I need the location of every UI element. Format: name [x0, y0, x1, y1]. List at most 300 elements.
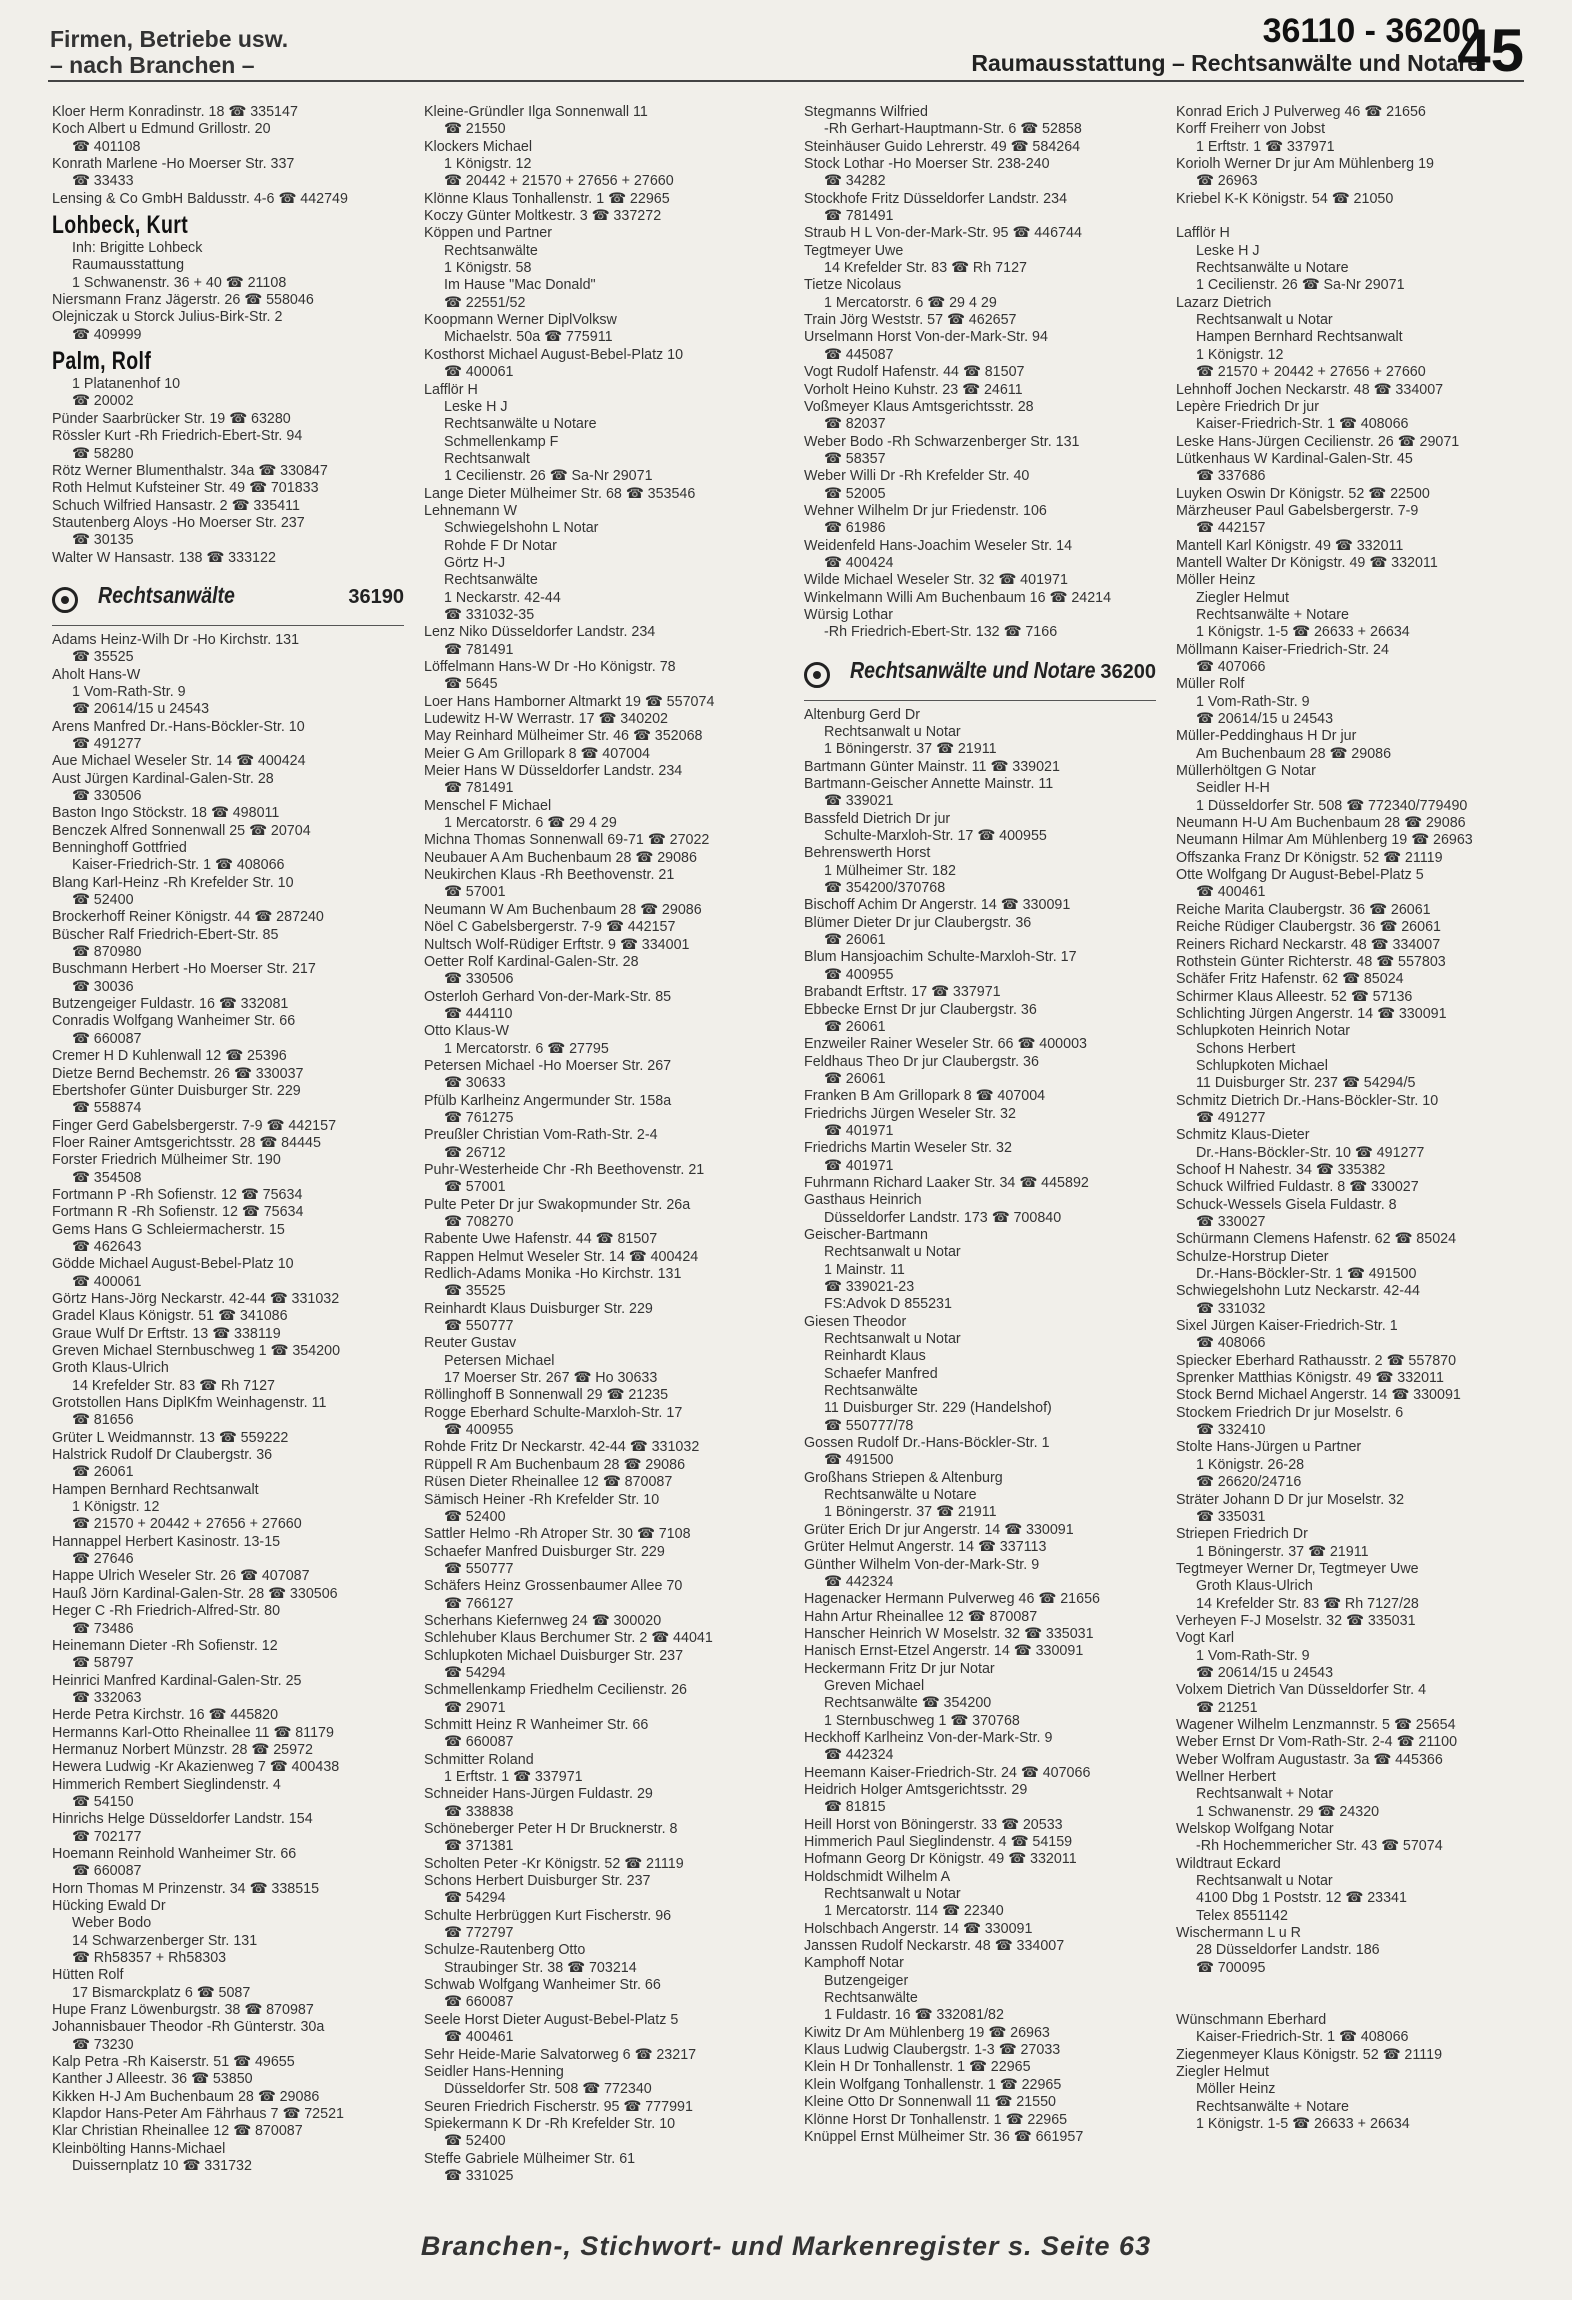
- listing-line: Weber Wolfram Augustastr. 3a ☎ 445366: [1176, 1751, 1443, 1768]
- listing-line: 1 Fuldastr. 16 ☎ 332081/82: [824, 2007, 1004, 2024]
- listing-line: ☎ 442157: [1196, 520, 1266, 537]
- listing-line: 1 Cecilienstr. 26 ☎ Sa-Nr 29071: [1196, 277, 1405, 294]
- listing-line: ☎ 409999: [72, 326, 142, 343]
- listing-line: Butzengeiger Fuldastr. 16 ☎ 332081: [52, 996, 289, 1013]
- listing-line: Lafflör H: [1176, 225, 1230, 242]
- listing-line: Ebertshofer Günter Duisburger Str. 229: [52, 1082, 301, 1099]
- listing-line: Neumann Hilmar Am Mühlenberg 19 ☎ 26963: [1176, 832, 1473, 849]
- listing-line: Brabandt Erftstr. 17 ☎ 337971: [804, 984, 1001, 1001]
- listing-line: Redlich-Adams Monika -Ho Kirchstr. 131: [424, 1266, 682, 1283]
- listing-line: ☎ 52400: [444, 2133, 506, 2150]
- listing-line: Leske H J: [444, 398, 508, 415]
- listing-line: ☎ 442324: [824, 1747, 894, 1764]
- listing-line: ☎ 58797: [72, 1655, 134, 1672]
- listing-line: Märzheuser Paul Gabelsbergerstr. 7-9: [1176, 502, 1419, 519]
- listing-line: ☎ 491500: [824, 1452, 894, 1469]
- footer-register-note: Branchen-, Stichwort- und Markenregister s. Seite 63: [420, 2231, 1152, 2261]
- listing-line: Rechtsanwälte u Notare: [444, 416, 597, 433]
- listing-line: 1 Sternbuschweg 1 ☎ 370768: [824, 1712, 1020, 1729]
- listing-line: Raumausstattung: [72, 257, 185, 274]
- listing-line: Petersen Michael: [444, 1352, 555, 1369]
- listing-line: May Reinhard Mülheimer Str. 46 ☎ 352068: [424, 728, 703, 745]
- listing-line: 1 Mainstr. 11: [824, 1261, 905, 1278]
- featured-listing-name: Palm, Rolf: [52, 347, 152, 376]
- listing-line: Schmellenkamp Friedhelm Cecilienstr. 26: [424, 1682, 688, 1699]
- listing-line: ☎ 407066: [1196, 659, 1266, 675]
- listing-line: Rechtsanwälte: [444, 242, 538, 259]
- listing-line: Friedrichs Jürgen Weseler Str. 32: [804, 1105, 1016, 1122]
- listing-line: 1 Schwanenstr. 29 ☎ 24320: [1196, 1803, 1380, 1820]
- listing-line: Seidler Hans-Henning: [424, 2063, 564, 2080]
- listing-line: Grüter Helmut Angerstr. 14 ☎ 337113: [804, 1539, 1047, 1556]
- header-section-info: [971, 12, 1480, 77]
- listing-line: Blümer Dieter Dr jur Claubergstr. 36: [804, 914, 1032, 931]
- section-title: Rechtsanwälte: [98, 581, 235, 608]
- listing-line: Korff Freiherr von Jobst: [1176, 121, 1326, 138]
- listing-line: ☎ 558874: [72, 1100, 142, 1117]
- listing-line: ☎ 766127: [444, 1595, 514, 1612]
- listing-line: Gasthaus Heinrich: [804, 1192, 922, 1209]
- listing-line: Feldhaus Theo Dr jur Claubergstr. 36: [804, 1053, 1039, 1070]
- listing-line: ☎ 354508: [72, 1169, 142, 1186]
- listing-line: ☎ 408066: [1196, 1335, 1266, 1352]
- listing-line: Reiche Marita Claubergstr. 36 ☎ 26061: [1176, 901, 1431, 918]
- listing-line: ☎ 20002: [72, 393, 134, 410]
- listing-line: 1 Königstr. 26-28: [1196, 1456, 1305, 1473]
- listing-line: Scholten Peter -Kr Königstr. 52 ☎ 21119: [424, 1855, 684, 1872]
- listing-line: ☎ 20442 + 21570 + 27656 + 27660: [444, 173, 674, 190]
- listing-line: Stegmanns Wilfried: [804, 104, 928, 120]
- listing-line: Hanisch Ernst-Etzel Angerstr. 14 ☎ 330091: [804, 1643, 1084, 1660]
- listing-line: Knüppel Ernst Mülheimer Str. 36 ☎ 661957: [804, 2128, 1084, 2145]
- listing-line: ☎ 550777: [444, 1318, 514, 1335]
- listing-line: 1 Erftstr. 1 ☎ 337971: [1196, 138, 1335, 155]
- listing-line: Neubauer A Am Buchenbaum 28 ☎ 29086: [424, 849, 697, 866]
- listing-line: Kriebel K-K Königstr. 54 ☎ 21050: [1176, 190, 1394, 207]
- listing-line: Hermanuz Norbert Münzstr. 28 ☎ 25972: [52, 1741, 313, 1758]
- listing-line: ☎ 81815: [824, 1799, 886, 1816]
- listing-line: Heill Horst von Böningerstr. 33 ☎ 20533: [804, 1816, 1063, 1833]
- listing-line: Otte Wolfgang Dr August-Bebel-Platz 5: [1176, 867, 1424, 884]
- listing-line: Ebbecke Ernst Dr jur Claubergstr. 36: [804, 1001, 1037, 1018]
- listing-line: Möller Heinz: [1196, 2081, 1276, 2098]
- listing-line: Tegtmeyer Werner Dr, Tegtmeyer Uwe: [1176, 1560, 1419, 1577]
- listing-line: Niersmann Franz Jägerstr. 26 ☎ 558046: [52, 292, 314, 309]
- listing-line: Mantell Walter Dr Königstr. 49 ☎ 332011: [1176, 554, 1438, 571]
- listing-line: Adams Heinz-Wilh Dr -Ho Kirchstr. 131: [52, 631, 300, 648]
- listing-line: Sehr Heide-Marie Salvatorweg 6 ☎ 23217: [424, 2046, 697, 2063]
- listing-line: Schlupkoten Michael Duisburger Str. 237: [424, 1647, 684, 1664]
- listing-line: Grüter Erich Dr jur Angerstr. 14 ☎ 330091: [804, 1521, 1074, 1538]
- listing-line: Steinhäuser Guido Lehrerstr. 49 ☎ 584264: [804, 138, 1081, 155]
- listing-line: ☎ 331032: [1196, 1300, 1266, 1317]
- listing-line: Sattler Helmo -Rh Atroper Str. 30 ☎ 7108: [424, 1526, 691, 1543]
- listing-line: ☎ 660087: [72, 1863, 142, 1880]
- listing-line: Heger C -Rh Friedrich-Alfred-Str. 80: [52, 1603, 281, 1620]
- listing-line: Müllerhöltgen G Notar: [1176, 763, 1316, 780]
- listing-line: Seidler H-H: [1196, 780, 1270, 797]
- listing-line: ☎ 339021: [824, 793, 894, 810]
- listing-line: Mantell Karl Königstr. 49 ☎ 332011: [1176, 537, 1404, 554]
- listing-line: 1 Mercatorstr. 6 ☎ 29 4 29: [444, 815, 617, 832]
- listing-line: Koczy Günter Moltkestr. 3 ☎ 337272: [424, 208, 662, 225]
- listing-line: Klaus Ludwig Claubergstr. 1-3 ☎ 27033: [804, 2042, 1061, 2059]
- listing-line: Happe Ulrich Weseler Str. 26 ☎ 407087: [52, 1568, 310, 1585]
- listing-line: [1176, 1994, 1528, 2011]
- listing-line: 1 Königstr. 12: [72, 1499, 160, 1516]
- listing-line: Düsseldorfer Str. 508 ☎ 772340: [444, 2081, 652, 2098]
- listing-line: Reiners Richard Neckarstr. 48 ☎ 334007: [1176, 936, 1441, 953]
- listing-line: Vorholt Heino Kuhstr. 23 ☎ 24611: [804, 381, 1023, 398]
- listing-line: Großhans Striepen & Altenburg: [804, 1469, 1003, 1486]
- listing-line: Düsseldorfer Landstr. 173 ☎ 700840: [824, 1209, 1062, 1226]
- listing-line: Brockerhoff Reiner Königstr. 44 ☎ 287240: [52, 909, 324, 926]
- listing-line: Gossen Rudolf Dr.-Hans-Böckler-Str. 1: [804, 1435, 1050, 1452]
- listing-line: Klein Wolfgang Tonhallenstr. 1 ☎ 22965: [804, 2076, 1062, 2093]
- listing-line: ☎ 400461: [1196, 884, 1266, 901]
- header-number-range: 36110 - 36200: [1262, 12, 1480, 50]
- listing-line: Wünschmann Eberhard: [1176, 2011, 1327, 2028]
- listing-line: Wildtraut Eckard: [1176, 1855, 1281, 1872]
- listing-line: Weidenfeld Hans-Joachim Weseler Str. 14: [804, 537, 1073, 554]
- listing-line: ☎ 335031: [1196, 1508, 1266, 1525]
- listing-line: Weber Bodo: [72, 1915, 152, 1932]
- listing-line: Olejniczak u Storck Julius-Birk-Str. 2: [52, 309, 283, 326]
- listing-line: 1 Vom-Rath-Str. 9: [72, 683, 186, 700]
- listing-line: Meier Hans W Düsseldorfer Landstr. 234: [424, 763, 683, 780]
- header-category: [50, 26, 288, 78]
- listing-line: ☎ Rh58357 + Rh58303: [72, 1950, 227, 1967]
- listing-line: Gödde Michael August-Bebel-Platz 10: [52, 1256, 294, 1273]
- listing-line: Schuck Wilfried Fuldastr. 8 ☎ 330027: [1176, 1179, 1419, 1196]
- listing-line: Meier G Am Grillopark 8 ☎ 407004: [424, 745, 650, 762]
- listing-line: -Rh Hochemmericher Str. 43 ☎ 57074: [1196, 1838, 1443, 1855]
- listing-line: ☎ 30036: [72, 978, 134, 995]
- listing-line: Johannisbauer Theodor -Rh Günterstr. 30a: [52, 2019, 325, 2036]
- listing-line: ☎ 81656: [72, 1412, 134, 1429]
- listing-line: 14 Krefelder Str. 83 ☎ Rh 7127/28: [1196, 1595, 1419, 1612]
- listing-line: 1 Königstr. 12: [1196, 346, 1284, 363]
- listing-line: Floer Rainer Amtsgerichtsstr. 28 ☎ 84445: [52, 1134, 321, 1151]
- listing-line: Rüppell R Am Buchenbaum 28 ☎ 29086: [424, 1456, 686, 1473]
- listing-line: Kleinbölting Hanns-Michael: [52, 2140, 226, 2157]
- listing-line: Görtz Hans-Jörg Neckarstr. 42-44 ☎ 331032: [52, 1290, 340, 1307]
- listing-line: ☎ 21251: [1196, 1699, 1258, 1716]
- listing-line: 4100 Dbg 1 Poststr. 12 ☎ 23341: [1196, 1890, 1407, 1907]
- listing-line: Rechtsanwalt u Notar: [1196, 312, 1333, 329]
- listing-line: Bartmann Günter Mainstr. 11 ☎ 339021: [804, 758, 1060, 775]
- listing-line: Rechtsanwälte: [444, 572, 538, 589]
- listing-line: 1 Erftstr. 1 ☎ 337971: [444, 1769, 583, 1785]
- listing-line: Welskop Wolfgang Notar: [1176, 1821, 1334, 1838]
- listing-line: Schuch Wilfried Hansastr. 2 ☎ 335411: [52, 497, 301, 514]
- listing-line: ☎ 58357: [824, 450, 886, 467]
- listing-line: Petersen Michael -Ho Moerser Str. 267: [424, 1057, 672, 1074]
- listing-line: Rechtsanwälte u Notare: [1196, 260, 1349, 277]
- directory-column-2: [424, 104, 776, 2185]
- listing-line: Wagener Wilhelm Lenzmannstr. 5 ☎ 25654: [1176, 1716, 1456, 1733]
- listing-line: 28 Düsseldorfer Landstr. 186: [1196, 1942, 1380, 1959]
- listing-line: ☎ 332410: [1196, 1422, 1266, 1439]
- listing-line: ☎ 870980: [72, 944, 142, 961]
- listing-line: Stockem Friedrich Dr jur Moselstr. 6: [1176, 1404, 1404, 1421]
- listing-line: ☎ 30633: [444, 1075, 506, 1092]
- listing-line: Spiecker Eberhard Rathausstr. 2 ☎ 557870: [1176, 1352, 1457, 1369]
- listing-line: ☎ 33433: [72, 173, 134, 190]
- listing-line: Schuck-Wessels Gisela Fuldastr. 8: [1176, 1196, 1397, 1213]
- listing-line: Schaefer Manfred: [824, 1365, 938, 1382]
- listing-line: Klockers Michael: [424, 138, 533, 155]
- listing-line: Hupe Franz Löwenburgstr. 38 ☎ 870987: [52, 2002, 314, 2019]
- listing-line: Hahn Artur Rheinallee 12 ☎ 870087: [804, 1608, 1038, 1625]
- listing-line: Hauß Jörn Kardinal-Galen-Str. 28 ☎ 330506: [52, 1585, 338, 1602]
- listing-line: Roth Helmut Kufsteiner Str. 49 ☎ 701833: [52, 480, 319, 497]
- listing-line: ☎ 401971: [824, 1157, 894, 1174]
- listing-line: Lensing & Co GmbH Baldusstr. 4-6 ☎ 442749: [52, 190, 348, 207]
- listing-line: Train Jörg Weststr. 57 ☎ 462657: [804, 312, 1017, 329]
- header-divider: [48, 80, 1524, 82]
- listing-line: Hoemann Reinhold Wanheimer Str. 66: [52, 1845, 297, 1862]
- listing-line: Hannappel Herbert Kasinostr. 13-15: [52, 1533, 281, 1550]
- listing-line: Schlehuber Klaus Berchumer Str. 2 ☎ 44041: [424, 1630, 713, 1647]
- listing-line: ☎ 330027: [1196, 1214, 1266, 1230]
- listing-line: Rechtsanwalt: [444, 450, 530, 467]
- listing-line: 17 Moerser Str. 267 ☎ Ho 30633: [444, 1370, 658, 1387]
- listing-line: Bartmann-Geischer Annette Mainstr. 11: [804, 776, 1054, 793]
- listing-line: Koopmann Werner DiplVolksw: [424, 312, 617, 329]
- listing-line: Schwiegelshohn Lutz Neckarstr. 42-44: [1176, 1283, 1420, 1300]
- listing-line: [1176, 208, 1528, 225]
- listing-line: Stock Lothar -Ho Moerser Str. 238-240: [804, 156, 1050, 173]
- listing-line: Heemann Kaiser-Friedrich-Str. 24 ☎ 407066: [804, 1764, 1091, 1781]
- listing-line: Konrath Marlene -Ho Moerser Str. 337: [52, 156, 295, 173]
- listing-line: Holschbach Angerstr. 14 ☎ 330091: [804, 1920, 1033, 1937]
- listing-line: 1 Böningerstr. 37 ☎ 21911: [824, 741, 997, 758]
- listing-line: 1 Königstr. 1-5 ☎ 26633 + 26634: [1196, 2115, 1410, 2132]
- listing-line: Rechtsanwalt u Notar: [1196, 1873, 1333, 1890]
- listing-line: Vogt Karl: [1176, 1630, 1235, 1647]
- listing-line: Lehnemann W: [424, 502, 517, 519]
- listing-line: Schürmann Clemens Hafenstr. 62 ☎ 85024: [1176, 1231, 1457, 1248]
- listing-line: ☎ 781491: [444, 780, 514, 797]
- listing-line: Fortmann P -Rh Sofienstr. 12 ☎ 75634: [52, 1186, 303, 1203]
- listing-line: 1 Vom-Rath-Str. 9: [1196, 693, 1310, 710]
- listing-line: Dr.-Hans-Böckler-Str. 10 ☎ 491277: [1196, 1144, 1425, 1161]
- listing-line: 14 Schwarzenberger Str. 131: [72, 1932, 258, 1949]
- listing-line: Rappen Helmut Weseler Str. 14 ☎ 400424: [424, 1248, 699, 1265]
- listing-line: Rechtsanwälte: [824, 1990, 918, 2007]
- listing-line: Inh: Brigitte Lohbeck: [72, 240, 203, 257]
- listing-line: Wellner Herbert: [1176, 1769, 1276, 1785]
- listing-line: Weber Bodo -Rh Schwarzenberger Str. 131: [804, 433, 1080, 450]
- listing-line: Klapdor Hans-Peter Am Fährhaus 7 ☎ 72521: [52, 2106, 344, 2123]
- listing-line: Schwab Wolfgang Wanheimer Str. 66: [424, 1977, 661, 1994]
- listing-line: Offszanka Franz Dr Königstr. 52 ☎ 21119: [1176, 849, 1443, 866]
- listing-line: Horn Thomas M Prinzenstr. 34 ☎ 338515: [52, 1880, 320, 1897]
- listing-line: ☎ 400061: [72, 1273, 142, 1290]
- listing-line: Klar Christian Rheinallee 12 ☎ 870087: [52, 2123, 303, 2140]
- listing-line: Wischermann L u R: [1176, 1925, 1302, 1942]
- listing-line: Halstrick Rudolf Dr Claubergstr. 36: [52, 1447, 273, 1464]
- listing-line: Spiekermann K Dr -Rh Krefelder Str. 10: [424, 2115, 676, 2132]
- section-marker-icon: [52, 587, 78, 613]
- listing-line: Neumann W Am Buchenbaum 28 ☎ 29086: [424, 901, 702, 918]
- listing-line: ☎ 442324: [824, 1573, 894, 1590]
- listing-line: Lenz Niko Düsseldorfer Landstr. 234: [424, 624, 656, 641]
- listing-line: Rechtsanwälte + Notare: [1196, 2098, 1349, 2115]
- listing-line: 1 Böningerstr. 37 ☎ 21911: [824, 1504, 997, 1521]
- listing-line: Kamphoff Notar: [804, 1955, 904, 1972]
- listing-line: Luyken Oswin Dr Königstr. 52 ☎ 22500: [1176, 485, 1430, 502]
- listing-line: Janssen Rudolf Neckarstr. 48 ☎ 334007: [804, 1938, 1065, 1955]
- listing-line: Schmitter Roland: [424, 1751, 534, 1768]
- listing-line: Sprenker Matthias Königstr. 49 ☎ 332011: [1176, 1370, 1444, 1387]
- listing-line: Klein H Dr Tonhallenstr. 1 ☎ 22965: [804, 2059, 1031, 2076]
- listing-line: ☎ 371381: [444, 1838, 514, 1855]
- listing-line: ☎ 52400: [72, 892, 134, 909]
- listing-line: Lafflör H: [424, 381, 478, 398]
- listing-line: Sämisch Heiner -Rh Krefelder Str. 10: [424, 1491, 660, 1508]
- listing-line: ☎ 26061: [824, 932, 886, 949]
- listing-line: Schäfer Fritz Hafenstr. 62 ☎ 85024: [1176, 971, 1404, 988]
- listing-line: ☎ 400955: [444, 1422, 514, 1439]
- listing-line: ☎ 21570 + 20442 + 27656 + 27660: [1196, 364, 1426, 381]
- listing-line: Verheyen F-J Moselstr. 32 ☎ 335031: [1176, 1612, 1416, 1629]
- listing-line: Baston Ingo Stöckstr. 18 ☎ 498011: [52, 805, 280, 822]
- listing-line: Schulze-Rautenberg Otto: [424, 1942, 586, 1959]
- listing-line: Rogge Eberhard Schulte-Marxloh-Str. 17: [424, 1404, 683, 1421]
- listing-line: Striepen Friedrich Dr: [1176, 1526, 1308, 1543]
- listing-line: Reuter Gustav: [424, 1335, 517, 1352]
- listing-line: Dr.-Hans-Böckler-Str. 1 ☎ 491500: [1196, 1266, 1417, 1283]
- listing-line: 1 Mülheimer Str. 182: [824, 862, 956, 879]
- listing-line: ☎ 26712: [444, 1144, 506, 1161]
- listing-line: Wehner Wilhelm Dr jur Friedenstr. 106: [804, 502, 1047, 519]
- listing-line: ☎ 781491: [824, 208, 894, 225]
- listing-line: Pfülb Karlheinz Angermunder Str. 158a: [424, 1092, 672, 1109]
- section-header: [804, 656, 1156, 701]
- listing-line: Reinhardt Klaus: [824, 1348, 926, 1365]
- listing-line: Lazarz Dietrich: [1176, 294, 1272, 311]
- listing-line: 1 Mercatorstr. 6 ☎ 29 4 29: [824, 294, 997, 311]
- listing-line: ☎ 35525: [72, 649, 134, 666]
- listing-line: ☎ 550777: [444, 1560, 514, 1577]
- listing-line: -Rh Friedrich-Ebert-Str. 132 ☎ 7166: [824, 624, 1058, 641]
- listing-line: ☎ 21570 + 20442 + 27656 + 27660: [72, 1516, 302, 1533]
- listing-line: ☎ 20614/15 u 24543: [1196, 711, 1334, 728]
- listing-line: Schlupkoten Heinrich Notar: [1176, 1023, 1351, 1040]
- listing-line: Nöel C Gabelsbergerstr. 7-9 ☎ 442157: [424, 919, 676, 936]
- listing-line: Neumann H-U Am Buchenbaum 28 ☎ 29086: [1176, 815, 1466, 832]
- listing-line: Volxem Dietrich Van Düsseldorfer Str. 4: [1176, 1682, 1427, 1699]
- listing-line: ☎ 550777/78: [824, 1417, 914, 1434]
- listing-line: Telex 8551142: [1196, 1907, 1288, 1924]
- listing-line: Rabente Uwe Hafenstr. 44 ☎ 81507: [424, 1231, 658, 1248]
- listing-line: Am Buchenbaum 28 ☎ 29086: [1196, 745, 1392, 762]
- listing-line: Rohde F Dr Notar: [444, 537, 557, 554]
- listing-line: Kleine Otto Dr Sonnenwall 11 ☎ 21550: [804, 2094, 1057, 2111]
- listing-line: 1 Mercatorstr. 6 ☎ 27795: [444, 1040, 609, 1057]
- listing-line: Schmitz Dietrich Dr.-Hans-Böckler-Str. 10: [1176, 1092, 1439, 1109]
- listing-line: Leske Hans-Jürgen Cecilienstr. 26 ☎ 29071: [1176, 433, 1460, 450]
- listing-line: ☎ 339021-23: [824, 1279, 915, 1295]
- listing-line: Franken B Am Grillopark 8 ☎ 407004: [804, 1088, 1046, 1105]
- listing-line: Stockhofe Fritz Düsseldorfer Landstr. 234: [804, 190, 1068, 207]
- listing-line: Rössler Kurt -Rh Friedrich-Ebert-Str. 94: [52, 428, 303, 445]
- listing-line: Kalp Petra -Rh Kaiserstr. 51 ☎ 49655: [52, 2054, 295, 2071]
- listing-line: Ludewitz H-W Werrastr. 17 ☎ 340202: [424, 711, 669, 728]
- listing-line: ☎ 20614/15 u 24543: [72, 701, 210, 718]
- listing-line: Lütkenhaus W Kardinal-Galen-Str. 45: [1176, 450, 1413, 467]
- listing-line: 1 Vom-Rath-Str. 9: [1196, 1647, 1310, 1664]
- listing-line: ☎ 781491: [444, 641, 514, 658]
- header-category-line1: Firmen, Betriebe usw.: [50, 26, 289, 52]
- listing-line: Fortmann R -Rh Sofienstr. 12 ☎ 75634: [52, 1204, 304, 1221]
- listing-line: Kiwitz Dr Am Mühlenberg 19 ☎ 26963: [804, 2024, 1050, 2041]
- listing-line: Möllmann Kaiser-Friedrich-Str. 24: [1176, 641, 1389, 658]
- listing-line: Ziegler Helmut: [1196, 589, 1289, 606]
- listing-line: Heinrici Manfred Kardinal-Galen-Str. 25: [52, 1672, 302, 1689]
- listing-line: Rechtsanwalt u Notar: [824, 724, 961, 740]
- listing-line: ☎ 338838: [444, 1803, 514, 1820]
- listing-line: Röllinghoff B Sonnenwall 29 ☎ 21235: [424, 1387, 669, 1404]
- listing-line: Winkelmann Willi Am Buchenbaum 16 ☎ 24214: [804, 589, 1112, 606]
- listing-line: Michaelstr. 50a ☎ 775911: [444, 329, 613, 346]
- listing-line: Schmellenkamp F: [444, 433, 559, 450]
- listing-line: ☎ 772797: [444, 1925, 514, 1942]
- listing-line: Greven Michael: [824, 1677, 925, 1694]
- section-header: [52, 581, 404, 626]
- listing-line: Schmitz Klaus-Dieter: [1176, 1127, 1310, 1144]
- listing-line: 1 Schwanenstr. 36 + 40 ☎ 21108: [72, 274, 287, 291]
- listing-line: Schwiegelshohn L Notar: [444, 520, 599, 537]
- listing-line: ☎ 491277: [1196, 1109, 1266, 1126]
- listing-line: Benninghoff Gottfried: [52, 840, 187, 857]
- listing-line: Konrad Erich J Pulverweg 46 ☎ 21656: [1176, 104, 1426, 120]
- listing-line: ☎ 5645: [444, 676, 498, 693]
- listing-line: Schoof H Nahestr. 34 ☎ 335382: [1176, 1161, 1386, 1178]
- directory-column-3: [804, 104, 1156, 2146]
- listing-line: ☎ 27646: [72, 1551, 134, 1568]
- listing-line: Vogt Rudolf Hafenstr. 44 ☎ 81507: [804, 364, 1025, 381]
- listing-line: Müller-Peddinghaus H Dr jur: [1176, 728, 1357, 745]
- listing-line: Klönne Klaus Tonhallenstr. 1 ☎ 22965: [424, 190, 670, 207]
- listing-line: Benczek Alfred Sonnenwall 25 ☎ 20704: [52, 822, 311, 839]
- listing-line: ☎ 22551/52: [444, 294, 526, 311]
- listing-line: Schirmer Klaus Alleestr. 52 ☎ 57136: [1176, 988, 1413, 1005]
- listing-line: Friedrichs Martin Weseler Str. 32: [804, 1140, 1012, 1157]
- featured-listing-name: Lohbeck, Kurt: [52, 211, 189, 240]
- listing-line: FS:Advok D 855231: [824, 1296, 952, 1313]
- listing-line: ☎ 73486: [72, 1620, 134, 1637]
- listing-line: Hermanns Karl-Otto Rheinallee 11 ☎ 81179: [52, 1724, 334, 1741]
- listing-line: ☎ 761275: [444, 1109, 514, 1126]
- listing-line: Enzweiler Rainer Weseler Str. 66 ☎ 400003: [804, 1036, 1087, 1053]
- listing-line: Buschmann Herbert -Ho Moerser Str. 217: [52, 961, 316, 978]
- listing-line: Nultsch Wolf-Rüdiger Erftstr. 9 ☎ 334001: [424, 936, 690, 953]
- listing-line: ☎ 401108: [72, 138, 141, 155]
- listing-line: Wilde Michael Weseler Str. 32 ☎ 401971: [804, 572, 1068, 589]
- listing-line: Gems Hans G Schleiermacherstr. 15: [52, 1221, 285, 1238]
- listing-line: Oetter Rolf Kardinal-Galen-Str. 28: [424, 953, 639, 970]
- listing-line: Menschel F Michael: [424, 797, 552, 814]
- listing-line: Rothstein Günter Richterstr. 48 ☎ 557803: [1176, 953, 1446, 970]
- listing-line: 11 Duisburger Str. 237 ☎ 54294/5: [1196, 1075, 1416, 1092]
- listing-line: [1176, 1977, 1528, 1994]
- listing-line: ☎ 445087: [824, 346, 894, 363]
- listing-line: Schäfers Heinz Grossenbaumer Allee 70: [424, 1578, 683, 1595]
- listing-line: Kloer Herm Konradinstr. 18 ☎ 335147: [52, 104, 298, 120]
